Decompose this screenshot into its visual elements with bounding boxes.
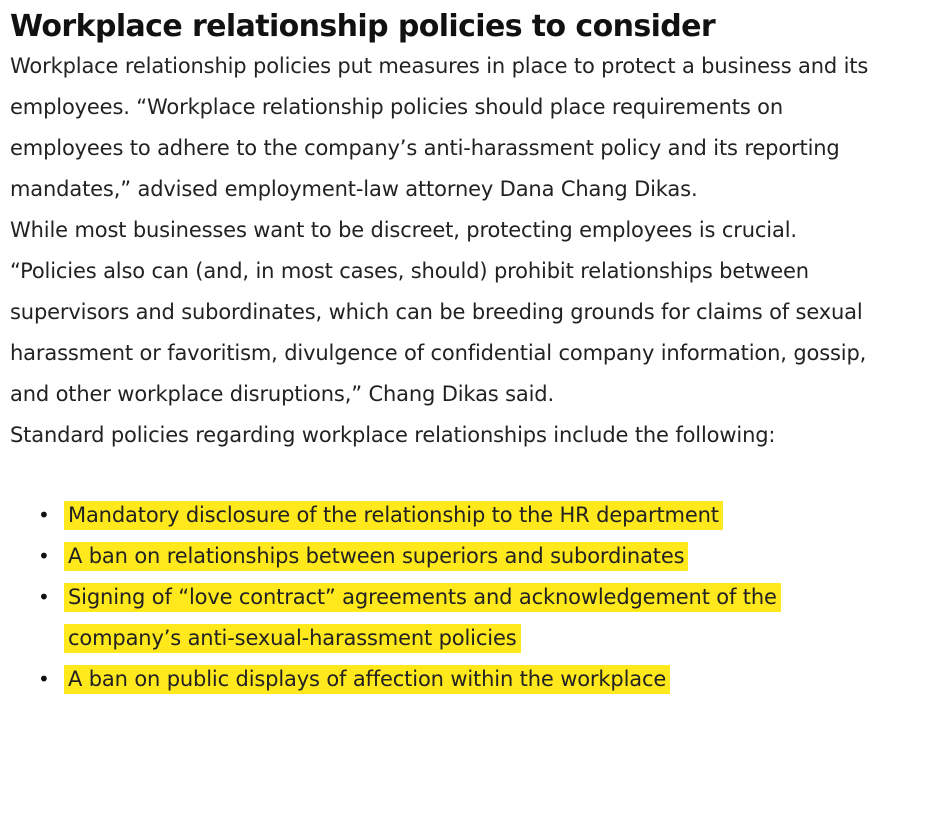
list-item [38,577,824,659]
highlighted-policy-text: A ban on relationships between superiors and subordinates [64,542,688,571]
bullet-icon: • [38,503,50,527]
policy-list [10,495,910,700]
highlighted-policy-text: A ban on public displays of affection within the workplace [64,665,670,694]
paragraph-list-intro: Standard policies regarding workplace relationships include the following: [10,423,776,447]
bullet-icon: • [38,544,50,568]
list-item [38,659,824,700]
list-item [38,536,824,577]
paragraph-intro: Workplace relationship policies put measures in place to protect a business and its employees. “Workplace relationship policies should place requirements on employees to adhere to the company’s anti-harassment policy and its reporting mandates,” advised employment-law attorney Dana Chang Dikas. [10,54,869,201]
highlighted-policy-text: Signing of “love contract” agreements and acknowledgement of the company’s anti-sexual-harassment policies [64,583,781,653]
bullet-icon: • [38,585,50,609]
paragraph-quote: While most businesses want to be discreet, protecting employees is crucial. “Policies also can (and, in most cases, should) prohibit relationships between supervisors and subordinates, which can be breeding grounds for claims of sexual harassment or favoritism, divulgence of confidential company information, gossip, and other workplace disruptions,” Chang Dikas said. [10,218,867,406]
list-item [38,495,824,536]
highlighted-policy-text: Mandatory disclosure of the relationship to the HR department [64,501,723,530]
bullet-icon: • [38,667,50,691]
section-heading: Workplace relationship policies to consider [10,9,716,44]
